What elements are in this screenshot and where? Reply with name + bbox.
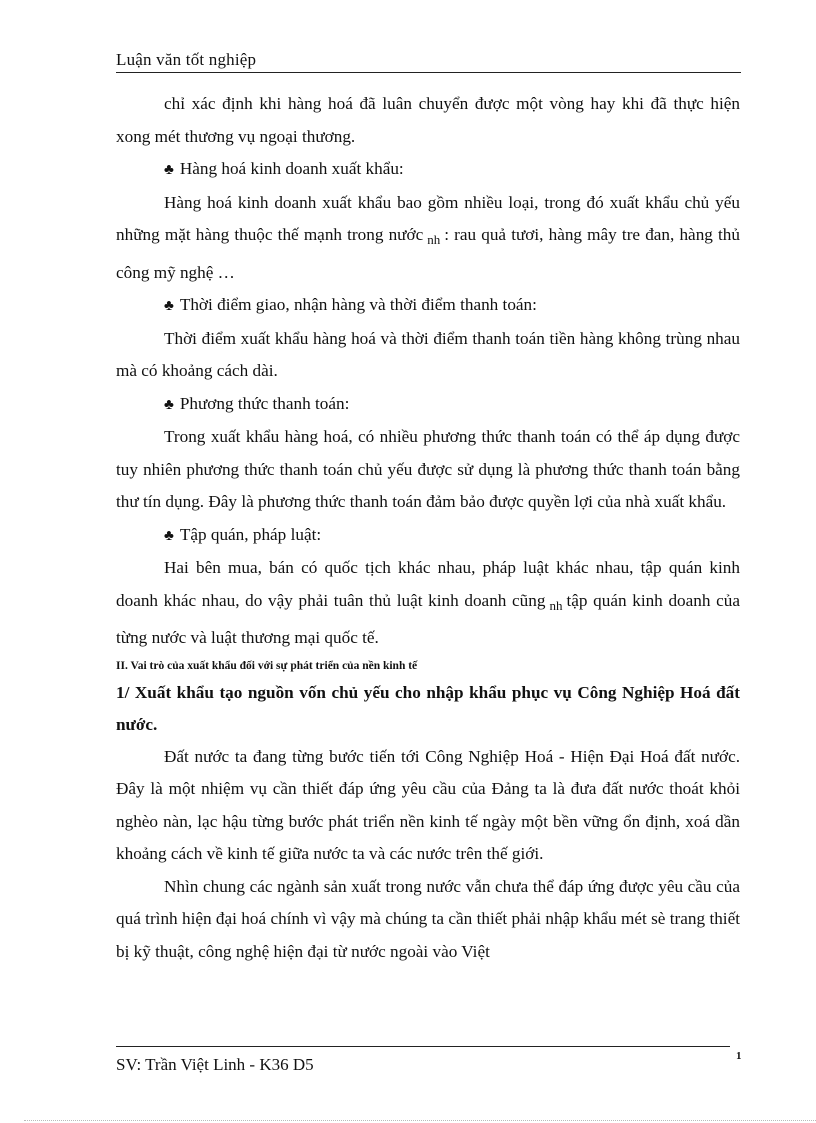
footer-rule xyxy=(116,1046,730,1047)
club-bullet-icon: ♣ xyxy=(164,298,174,314)
heading-1: 1/ Xuất khẩu tạo nguồn vốn chủ yếu cho nhập khẩu phục vụ Công Nghiệp Hoá đất nước. xyxy=(116,682,740,734)
bullet-payment xyxy=(116,388,740,422)
paragraph-2-text-b: : rau quả tươi, hàng mây tre đan, hàng thủ công mỹ nghệ … xyxy=(116,225,740,282)
paragraph-6: Đất nước ta đang từng bước tiến tới Công Nghiệp Hoá - Hiện Đại Hoá đất nước. Đây là một nhiệm vụ cần thiết đáp ứng yêu cầu của Đảng ta là đưa đất nước thoát khỏi nghèo nàn, lạc hậu từng bước phát triển nền kinh tế ngày một bền vững ổn định, xoá dần khoảng cách về kinh tế giữa nước ta và các nước trên thế giới. xyxy=(116,746,740,863)
page-bottom-dotted-line xyxy=(24,1120,816,1121)
paragraph-2-sub: nh xyxy=(427,232,441,247)
bullet-law xyxy=(116,519,740,553)
bullet-payment-text: Phương thức thanh toán: xyxy=(179,393,350,413)
paragraph-5-text-b: tập quán kinh doanh của từng nước và luật thương mại quốc tế. xyxy=(116,590,740,647)
paragraph-2-text-a: Hàng hoá kinh doanh xuất khẩu bao gồm nhiều loại, trong đó xuất khẩu chủ yếu những mặt hàng thuộc thế mạnh trong nước xyxy=(116,192,740,244)
page-body xyxy=(116,88,740,968)
bullet-goods xyxy=(116,153,740,187)
footer-author: SV: Trần Việt Linh - K36 D5 xyxy=(116,1055,314,1074)
bullet-law-text: Tập quán, pháp luật: xyxy=(179,524,322,544)
bullet-timing-text: Thời điểm giao, nhận hàng và thời điểm thanh toán: xyxy=(179,295,537,314)
paragraph-3: Thời điểm xuất khẩu hàng hoá và thời điểm thanh toán tiền hàng không trùng nhau mà có khoảng cách dài. xyxy=(116,328,740,380)
club-bullet-icon: ♣ xyxy=(164,396,174,413)
header-title: Luận văn tốt nghiệp xyxy=(116,50,257,69)
paragraph-4: Trong xuất khẩu hàng hoá, có nhiều phương thức thanh toán có thể áp dụng được tuy nhiên phương thức thanh toán chủ yếu được sử dụng là phương thức thanh toán bằng thư tín dụng. Đây là phương thức thanh toán đảm bảo được quyền lợi của nhà xuất khẩu. xyxy=(116,427,740,511)
paragraph-1-text: chỉ xác định khi hàng hoá đã luân chuyển được một vòng hay khi đã thực hiện xong mét thương vụ ngoại thương. xyxy=(116,94,740,146)
bullet-timing xyxy=(116,289,740,323)
paragraph-2 xyxy=(116,187,740,290)
paragraph-5-text-a: Hai bên mua, bán có quốc tịch khác nhau, pháp luật khác nhau, tập quán kinh doanh khác nhau, do vậy phải tuân thủ luật kinh doanh cũng xyxy=(116,558,740,610)
club-bullet-icon: ♣ xyxy=(164,527,174,544)
paragraph-7: Nhìn chung các ngành sản xuất trong nước vẫn chưa thể đáp ứng được yêu cầu của quá trình hiện đại hoá chính vì vậy mà chúng ta cần thiết phải nhập khẩu mét sè trang thiết bị kỹ thuật, công nghệ hiện đại từ nước ngoài vào Việt xyxy=(116,876,740,961)
paragraph-5-sub: nh xyxy=(549,597,563,613)
section-ii-title: II. Vai trò của xuất khẩu đối với sự phát triển của nền kinh tế xyxy=(116,659,418,672)
page-number: 1 xyxy=(736,1050,742,1062)
club-bullet-icon: ♣ xyxy=(164,162,174,178)
paragraph-1 xyxy=(116,88,740,153)
header-rule xyxy=(116,72,741,73)
bullet-goods-text: Hàng hoá kinh doanh xuất khẩu: xyxy=(179,159,404,178)
paragraph-5 xyxy=(116,552,740,655)
